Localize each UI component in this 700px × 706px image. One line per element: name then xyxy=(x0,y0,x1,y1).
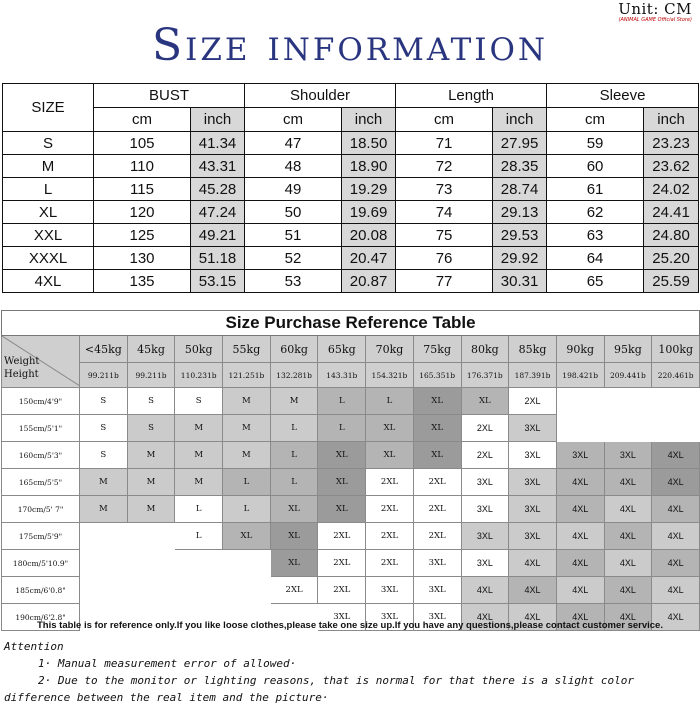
empty-cell xyxy=(175,577,223,604)
empty-cell xyxy=(127,550,175,577)
cm-value: 48 xyxy=(245,155,342,178)
recommended-size-cell: XL xyxy=(366,442,414,469)
inch-value: 23.62 xyxy=(644,155,699,178)
weight-label: Weight xyxy=(4,356,40,367)
inch-value: 45.28 xyxy=(191,178,245,201)
pounds-header: 165.351b xyxy=(413,363,461,388)
attention-section xyxy=(4,638,700,706)
inch-value: 53.15 xyxy=(191,270,245,293)
inch-value: 30.31 xyxy=(493,270,547,293)
recommended-size-cell: XL xyxy=(413,415,461,442)
pounds-header: 132.281b xyxy=(270,363,318,388)
recommended-size-cell: 2XL xyxy=(461,442,509,469)
recommended-size-cell: L xyxy=(366,388,414,415)
recommended-size-cell: 3XL xyxy=(509,469,557,496)
recommended-size-cell: 3XL xyxy=(461,523,509,550)
height-label: Height xyxy=(4,369,39,380)
recommended-size-cell: L xyxy=(270,469,318,496)
weight-header: 65kg xyxy=(318,336,366,363)
cm-value: 64 xyxy=(547,247,644,270)
cm-value: 110 xyxy=(94,155,191,178)
height-label-cell: 190cm/6'2.8" xyxy=(2,604,80,631)
pounds-header: 209.441b xyxy=(604,363,652,388)
weight-header: 45kg xyxy=(127,336,175,363)
empty-cell xyxy=(223,577,271,604)
size-row xyxy=(3,132,699,155)
reference-row xyxy=(2,550,700,577)
recommended-size-cell: 4XL xyxy=(461,577,509,604)
empty-cell xyxy=(80,550,128,577)
attention-item: 2· Due to the monitor or lighting reasons, that is normal for that there is a slight color xyxy=(38,674,635,687)
recommended-size-cell: XL xyxy=(461,388,509,415)
reference-row xyxy=(2,577,700,604)
size-row xyxy=(3,178,699,201)
recommended-size-cell: 2XL xyxy=(366,523,414,550)
recommended-size-cell: XL xyxy=(413,388,461,415)
cm-value: 49 xyxy=(245,178,342,201)
recommended-size-cell: 3XL xyxy=(366,604,414,631)
recommended-size-cell: 4XL xyxy=(556,496,604,523)
empty-cell xyxy=(223,550,271,577)
recommended-size-cell: M xyxy=(175,469,223,496)
pounds-header: 187.391b xyxy=(509,363,557,388)
reference-row xyxy=(2,415,700,442)
unit-cm-header: cm xyxy=(94,108,191,132)
empty-cell xyxy=(652,415,700,442)
empty-cell xyxy=(556,388,604,415)
height-label-cell: 155cm/5'1" xyxy=(2,415,80,442)
inch-value: 20.47 xyxy=(342,247,396,270)
recommended-size-cell: 4XL xyxy=(604,469,652,496)
cm-value: 130 xyxy=(94,247,191,270)
shoulder-header: Shoulder xyxy=(245,84,396,108)
inch-value: 24.41 xyxy=(644,201,699,224)
cm-value: 105 xyxy=(94,132,191,155)
empty-cell xyxy=(604,415,652,442)
size-label: M xyxy=(3,155,94,178)
unit-label: Unit: CM xyxy=(618,0,692,18)
recommended-size-cell: 3XL xyxy=(509,523,557,550)
reference-row xyxy=(2,496,700,523)
recommended-size-cell: 2XL xyxy=(509,388,557,415)
pounds-header: 121.251b xyxy=(223,363,271,388)
recommended-size-cell: S xyxy=(80,415,128,442)
recommended-size-cell: 4XL xyxy=(652,550,700,577)
inch-value: 20.08 xyxy=(342,224,396,247)
recommended-size-cell: 2XL xyxy=(366,550,414,577)
unit-inch-header: inch xyxy=(191,108,245,132)
size-row xyxy=(3,247,699,270)
inch-value: 51.18 xyxy=(191,247,245,270)
recommended-size-cell: 3XL xyxy=(413,604,461,631)
inch-value: 49.21 xyxy=(191,224,245,247)
empty-cell xyxy=(652,388,700,415)
cm-value: 47 xyxy=(245,132,342,155)
recommended-size-cell: S xyxy=(127,415,175,442)
inch-value: 24.02 xyxy=(644,178,699,201)
weight-header: 85kg xyxy=(509,336,557,363)
recommended-size-cell: 3XL xyxy=(461,550,509,577)
recommended-size-cell: 4XL xyxy=(461,604,509,631)
pounds-header: 220.461b xyxy=(652,363,700,388)
inch-value: 28.35 xyxy=(493,155,547,178)
cm-value: 61 xyxy=(547,178,644,201)
recommended-size-cell: 3XL xyxy=(318,604,366,631)
recommended-size-cell: 3XL xyxy=(461,496,509,523)
unit-cm-header: cm xyxy=(396,108,493,132)
recommended-size-cell: 2XL xyxy=(413,496,461,523)
pounds-header: 143.31b xyxy=(318,363,366,388)
recommended-size-cell: 3XL xyxy=(604,442,652,469)
cm-value: 51 xyxy=(245,224,342,247)
cm-value: 77 xyxy=(396,270,493,293)
cm-value: 52 xyxy=(245,247,342,270)
cm-value: 65 xyxy=(547,270,644,293)
unit-cm-header: cm xyxy=(245,108,342,132)
inch-value: 29.53 xyxy=(493,224,547,247)
cm-value: 125 xyxy=(94,224,191,247)
reference-note: This table is for reference only.If you like loose clothes,please take one size up.If you have any questions,please contact customer service. xyxy=(37,620,663,631)
recommended-size-cell: 4XL xyxy=(604,577,652,604)
recommended-size-cell: 4XL xyxy=(604,496,652,523)
empty-cell xyxy=(80,577,128,604)
cm-value: 50 xyxy=(245,201,342,224)
pounds-header: 99.211b xyxy=(80,363,128,388)
cm-value: 53 xyxy=(245,270,342,293)
cm-value: 60 xyxy=(547,155,644,178)
recommended-size-cell: 4XL xyxy=(604,604,652,631)
cm-value: 74 xyxy=(396,201,493,224)
recommended-size-cell: XL xyxy=(318,442,366,469)
cm-value: 59 xyxy=(547,132,644,155)
inch-value: 20.87 xyxy=(342,270,396,293)
bust-header: BUST xyxy=(94,84,245,108)
recommended-size-cell: 4XL xyxy=(509,577,557,604)
unit-inch-header: inch xyxy=(493,108,547,132)
recommended-size-cell: 4XL xyxy=(556,523,604,550)
size-row xyxy=(3,155,699,178)
weight-height-corner xyxy=(2,336,80,388)
cm-value: 75 xyxy=(396,224,493,247)
recommended-size-cell: XL xyxy=(270,523,318,550)
recommended-size-cell: XL xyxy=(318,469,366,496)
attention-item: 1· Manual measurement error of allowed· xyxy=(38,657,297,670)
sleeve-header: Sleeve xyxy=(547,84,699,108)
recommended-size-cell: S xyxy=(80,442,128,469)
inch-value: 28.74 xyxy=(493,178,547,201)
recommended-size-cell: 2XL xyxy=(366,496,414,523)
empty-cell xyxy=(175,550,223,577)
attention-continuation: difference between the real item and the picture· xyxy=(4,691,329,704)
cm-value: 135 xyxy=(94,270,191,293)
recommended-size-cell: 4XL xyxy=(604,523,652,550)
weight-header: <45kg xyxy=(80,336,128,363)
height-label-cell: 160cm/5'3" xyxy=(2,442,80,469)
reference-row xyxy=(2,469,700,496)
recommended-size-cell: 2XL xyxy=(270,577,318,604)
weight-row xyxy=(2,336,700,363)
recommended-size-cell: M xyxy=(127,496,175,523)
recommended-size-cell: 3XL xyxy=(509,442,557,469)
empty-cell xyxy=(127,577,175,604)
recommended-size-cell: M xyxy=(223,388,271,415)
weight-header: 50kg xyxy=(175,336,223,363)
recommended-size-cell: 2XL xyxy=(461,415,509,442)
inch-value: 25.20 xyxy=(644,247,699,270)
recommended-size-cell: 2XL xyxy=(318,523,366,550)
inch-value: 24.80 xyxy=(644,224,699,247)
height-label-cell: 175cm/5'9" xyxy=(2,523,80,550)
pounds-header: 110.231b xyxy=(175,363,223,388)
empty-cell xyxy=(604,388,652,415)
recommended-size-cell: XL xyxy=(318,496,366,523)
size-table-group-header-row xyxy=(3,84,699,108)
recommended-size-cell: 2XL xyxy=(413,523,461,550)
height-label-cell: 185cm/6'0.8" xyxy=(2,577,80,604)
cm-value: 76 xyxy=(396,247,493,270)
recommended-size-cell: 4XL xyxy=(652,469,700,496)
cm-value: 62 xyxy=(547,201,644,224)
size-row xyxy=(3,270,699,293)
cm-value: 63 xyxy=(547,224,644,247)
recommended-size-cell: 3XL xyxy=(366,577,414,604)
size-label: 4XL xyxy=(3,270,94,293)
reference-table-title: Size Purchase Reference Table xyxy=(2,311,700,336)
recommended-size-cell: 4XL xyxy=(556,604,604,631)
recommended-size-cell: XL xyxy=(270,496,318,523)
recommended-size-cell: 4XL xyxy=(652,577,700,604)
recommended-size-cell: M xyxy=(80,469,128,496)
recommended-size-cell: 3XL xyxy=(461,469,509,496)
inch-value: 29.92 xyxy=(493,247,547,270)
inch-value: 18.90 xyxy=(342,155,396,178)
reference-row xyxy=(2,442,700,469)
inch-value: 18.50 xyxy=(342,132,396,155)
weight-header: 60kg xyxy=(270,336,318,363)
pounds-header: 176.371b xyxy=(461,363,509,388)
recommended-size-cell: M xyxy=(270,388,318,415)
size-label: XXL xyxy=(3,224,94,247)
recommended-size-cell: S xyxy=(80,388,128,415)
recommended-size-cell: L xyxy=(270,442,318,469)
recommended-size-cell: 4XL xyxy=(652,496,700,523)
size-table-unit-header-row xyxy=(3,108,699,132)
pounds-header: 99.211b xyxy=(127,363,175,388)
recommended-size-cell: S xyxy=(175,388,223,415)
cm-value: 71 xyxy=(396,132,493,155)
inch-value: 19.69 xyxy=(342,201,396,224)
recommended-size-cell: 3XL xyxy=(556,442,604,469)
height-label-cell: 180cm/5'10.9" xyxy=(2,550,80,577)
weight-header: 55kg xyxy=(223,336,271,363)
store-watermark-text: (ANIMAL GAME Official Store) xyxy=(618,17,692,23)
inch-value: 43.31 xyxy=(191,155,245,178)
inch-value: 47.24 xyxy=(191,201,245,224)
recommended-size-cell: XL xyxy=(413,442,461,469)
recommended-size-cell: 4XL xyxy=(556,469,604,496)
empty-cell xyxy=(556,415,604,442)
recommended-size-cell: M xyxy=(80,496,128,523)
recommended-size-cell: M xyxy=(223,415,271,442)
weight-header: 90kg xyxy=(556,336,604,363)
recommended-size-cell: M xyxy=(175,415,223,442)
inch-value: 23.23 xyxy=(644,132,699,155)
height-label-cell: 150cm/4'9" xyxy=(2,388,80,415)
pounds-header: 154.321b xyxy=(366,363,414,388)
attention-heading: Attention xyxy=(4,640,64,653)
weight-header: 100kg xyxy=(652,336,700,363)
size-label: XXXL xyxy=(3,247,94,270)
recommended-size-cell: 4XL xyxy=(509,550,557,577)
recommended-size-cell: L xyxy=(318,415,366,442)
cm-value: 115 xyxy=(94,178,191,201)
reference-row xyxy=(2,523,700,550)
size-row xyxy=(3,201,699,224)
size-purchase-reference-table xyxy=(1,310,700,631)
recommended-size-cell: L xyxy=(270,415,318,442)
recommended-size-cell: M xyxy=(127,469,175,496)
recommended-size-cell: XL xyxy=(270,550,318,577)
recommended-size-cell: XL xyxy=(223,523,271,550)
size-row xyxy=(3,224,699,247)
length-header: Length xyxy=(396,84,547,108)
inch-value: 19.29 xyxy=(342,178,396,201)
recommended-size-cell: 3XL xyxy=(413,577,461,604)
recommended-size-cell: L xyxy=(223,469,271,496)
empty-cell xyxy=(127,523,175,550)
cm-value: 72 xyxy=(396,155,493,178)
size-label: S xyxy=(3,132,94,155)
recommended-size-cell: 4XL xyxy=(652,604,700,631)
inch-value: 27.95 xyxy=(493,132,547,155)
recommended-size-cell: L xyxy=(318,388,366,415)
weight-header: 80kg xyxy=(461,336,509,363)
cm-value: 120 xyxy=(94,201,191,224)
recommended-size-cell: 3XL xyxy=(413,550,461,577)
inch-value: 29.13 xyxy=(493,201,547,224)
recommended-size-cell: 3XL xyxy=(509,415,557,442)
recommended-size-cell: 2XL xyxy=(413,469,461,496)
weight-header: 75kg xyxy=(413,336,461,363)
size-label: L xyxy=(3,178,94,201)
recommended-size-cell: 4XL xyxy=(652,523,700,550)
recommended-size-cell: L xyxy=(175,523,223,550)
height-label-cell: 165cm/5'5" xyxy=(2,469,80,496)
inch-value: 41.34 xyxy=(191,132,245,155)
pounds-row xyxy=(2,363,700,388)
empty-cell xyxy=(80,523,128,550)
recommended-size-cell: 2XL xyxy=(366,469,414,496)
recommended-size-cell: L xyxy=(175,496,223,523)
reference-row xyxy=(2,388,700,415)
recommended-size-cell: 4XL xyxy=(556,550,604,577)
unit-inch-header: inch xyxy=(644,108,699,132)
weight-header: 95kg xyxy=(604,336,652,363)
size-column-header: SIZE xyxy=(3,84,94,132)
recommended-size-cell: 2XL xyxy=(318,577,366,604)
page-title: Size information xyxy=(151,20,549,71)
height-label-cell: 170cm/5' 7" xyxy=(2,496,80,523)
recommended-size-cell: 4XL xyxy=(652,442,700,469)
recommended-size-cell: M xyxy=(127,442,175,469)
size-information-table xyxy=(2,83,699,293)
recommended-size-cell: 3XL xyxy=(509,496,557,523)
size-table-body xyxy=(3,132,699,293)
cm-value: 73 xyxy=(396,178,493,201)
recommended-size-cell: 4XL xyxy=(604,550,652,577)
recommended-size-cell: L xyxy=(223,496,271,523)
recommended-size-cell: M xyxy=(175,442,223,469)
weight-header: 70kg xyxy=(366,336,414,363)
recommended-size-cell: M xyxy=(223,442,271,469)
pounds-header: 198.421b xyxy=(556,363,604,388)
size-label: XL xyxy=(3,201,94,224)
recommended-size-cell: XL xyxy=(366,415,414,442)
unit-inch-header: inch xyxy=(342,108,396,132)
inch-value: 25.59 xyxy=(644,270,699,293)
reference-table-body xyxy=(2,388,700,631)
recommended-size-cell: 4XL xyxy=(509,604,557,631)
unit-cm-header: cm xyxy=(547,108,644,132)
recommended-size-cell: S xyxy=(127,388,175,415)
recommended-size-cell: 2XL xyxy=(318,550,366,577)
recommended-size-cell: 4XL xyxy=(556,577,604,604)
